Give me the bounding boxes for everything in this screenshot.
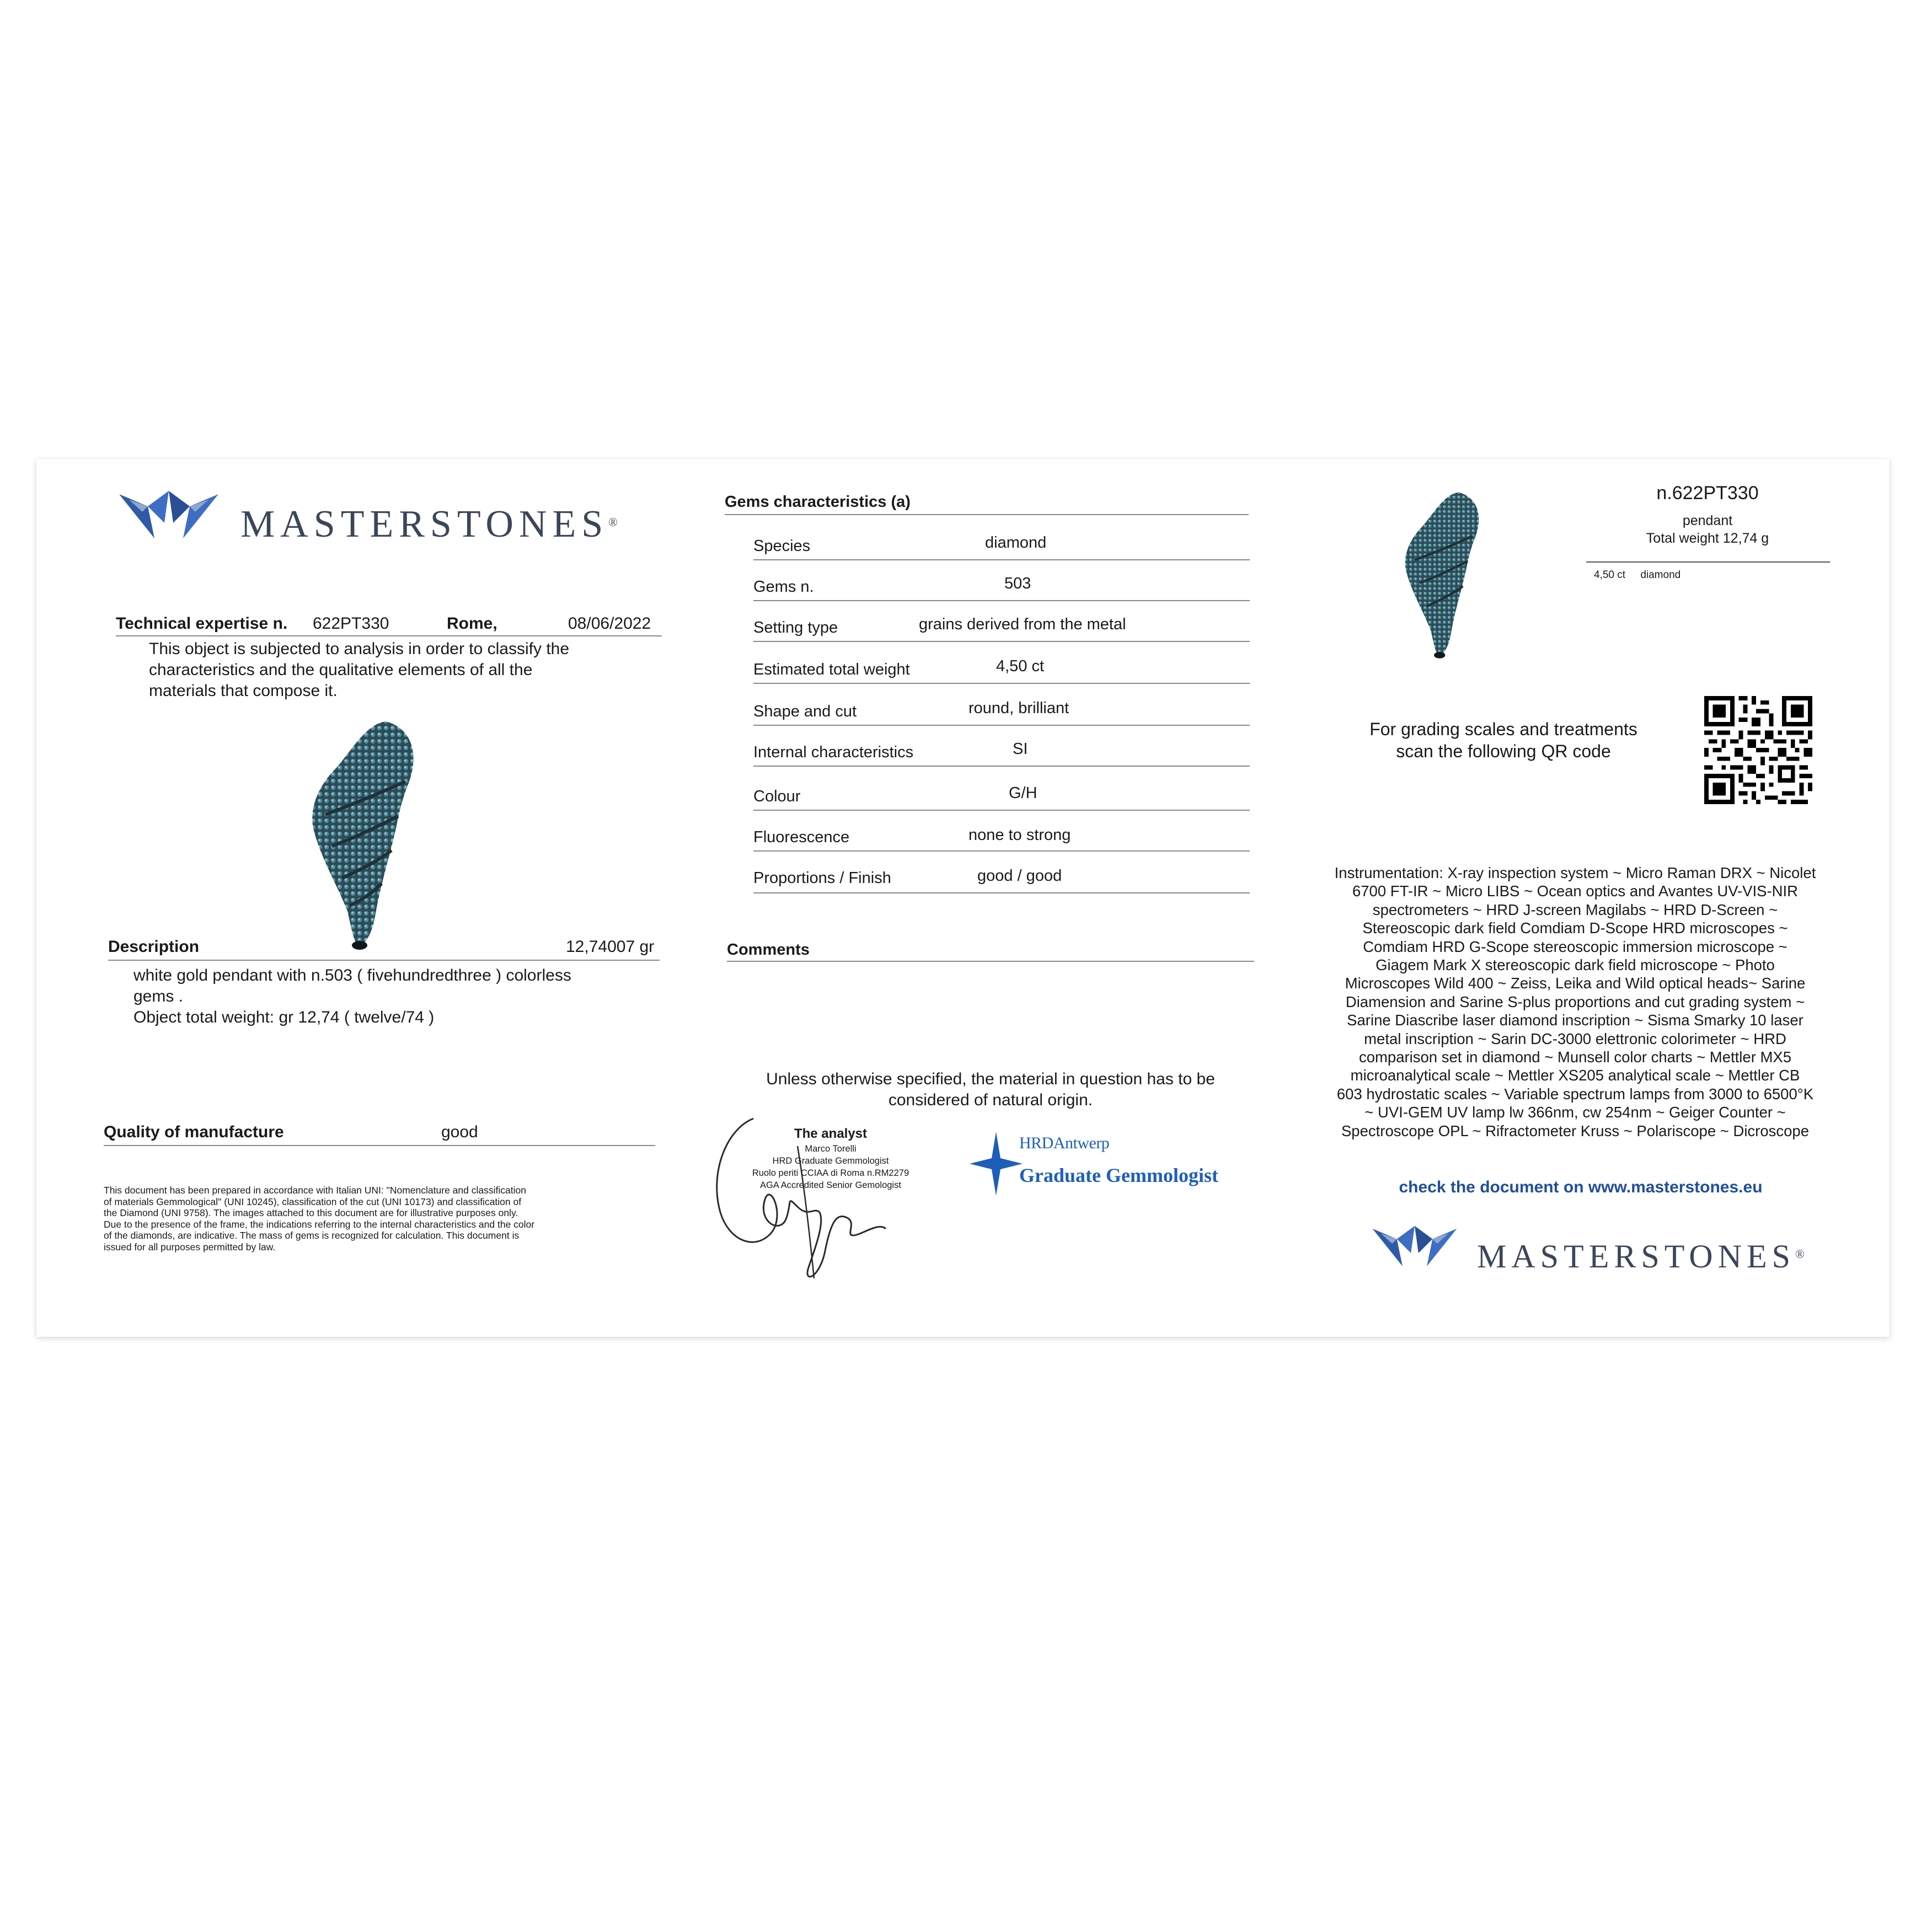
gems-row: Fluorescence none to strong [753,827,1250,858]
gems-row: Proportions / Finish good / good [753,868,1250,899]
comments-rule [727,961,1254,962]
pendant-photo [303,718,425,950]
gems-row: Estimated total weight 4,50 ct [753,660,1250,691]
masterstones-logo-bottom [1368,1216,1864,1282]
masterstones-logo-icon [1368,1216,1462,1272]
analyst-block: The analyst Marco Torelli HRD Graduate Gemmologist Ruolo periti CCIAA di Roma n.RM2279 AGA Accredited Senior Gemologist [752,1126,909,1190]
gems-row: Setting type grains derived from the metal [753,618,1250,649]
masterstones-logo-icon [114,479,224,545]
disclaimer: This document has been prepared in accordance with Italian UNI: "Nomenclature and classification of materials Gemmological" (UNI 10245), classification of the cut (UNI 10173) and classification of the Diamond (UNI 9758). The images attached to this document are for illustrative purposes only. Due to the presence of the frame, the indications referring to the internal characteristics and the color of the diamonds, are indicative. The mass of gems is recognized for calculation. This document is issued for all purposes permitted by law. [104,1185,535,1253]
description-text: white gold pendant with n.503 ( fivehundredthree ) colorless gems . Object total weight: gr 12,74 ( twelve/74 ) [133,966,571,1026]
gems-row: Internal characteristics SI [753,742,1250,773]
check-document-link[interactable]: check the document on www.masterstones.eu [1399,1178,1763,1196]
gems-row: Shape and cut round, brilliant [753,702,1250,732]
gems-table [753,536,1255,922]
masterstones-logo-top [114,479,643,545]
right-summary: n.622PT330 pendant Total weight 12,74 g [1646,483,1769,546]
qr-caption: For grading scales and treatments scan the following QR code [1369,719,1637,761]
description-header: Description 12,74007 gr [108,938,655,956]
gems-row: Colour G/H [753,786,1250,817]
pendant-photo-small [1399,490,1487,659]
summary-gem: 4,50 ct diamond [1594,569,1681,581]
origin-note: Unless otherwise specified, the material in question has to be considered of natural origin. [766,1070,1215,1109]
quality-row: Quality of manufacture good [104,1123,478,1141]
gems-row: Species diamond [753,536,1250,567]
instrumentation-text: Instrumentation: X-ray inspection system ~ Micro Raman DRX ~ Nicolet 6700 FT-IR ~ Micro LIBS ~ Ocean optics and Avantes UV-VIS-NIR spectrometers ~ HRD J-screen Magilabs ~ HRD D-Screen ~ Stereoscopic dark field Comdiam D-Scope HRD microscopes ~ Comdiam HRD G-Scope stereoscopic immersion microscope ~ Giagem Mark X stereoscopic dark field microscope ~ Photo Microscopes Wild 400 ~ Zeiss, Leika and Wild optical heads~ Sarine Diamension and Sarine S-plus proportions and cut grading system ~ Sarine Diascribe laser diamond inscription ~ Sisma Smarky 10 laser metal inscription ~ Sarin DC-3000 elettronic colorimeter ~ HRD comparison set in diamond ~ Munsell color charts ~ Mettler MX5 microanalytical scale ~ Mettler XS205 analytical scale ~ Mettler CB 603 hydrostatic scales ~ Variable spectrum lamps from 3000 to 6500°K ~ UVI-GEM UV lamp lw 366nm, cw 254nm ~ Geiger Counter ~ Spectroscope OPL ~ Rifractometer Kruss ~ Polariscope ~ Dicroscope [1334,864,1816,1139]
gems-title-rule [725,514,1249,515]
gems-title: Gems characteristics (a) [725,493,911,511]
hrd-star-icon [968,1131,1024,1197]
header-rule [116,635,662,636]
hrd-badge: HRDAntwerp Graduate Gemmologist [968,1131,1261,1208]
masterstones-wordmark: MASTERSTONES® [240,503,618,545]
summary-rule [1586,561,1830,563]
quality-rule [104,1145,655,1146]
gems-row: Gems n. 503 [753,577,1250,608]
expertise-header: Technical expertise n. 622PT330 Rome, 08/06/2022 [116,614,651,633]
masterstones-wordmark: MASTERSTONES® [1477,1238,1805,1275]
certificate-sheet [36,459,1890,1337]
description-rule [108,960,660,961]
intro-text: This object is subjected to analysis in order to classify the characteristics and the qualitative elements of all the materials that compose it. [149,640,570,700]
qr-code-icon[interactable] [1704,696,1812,804]
comments-label: Comments [727,941,810,959]
